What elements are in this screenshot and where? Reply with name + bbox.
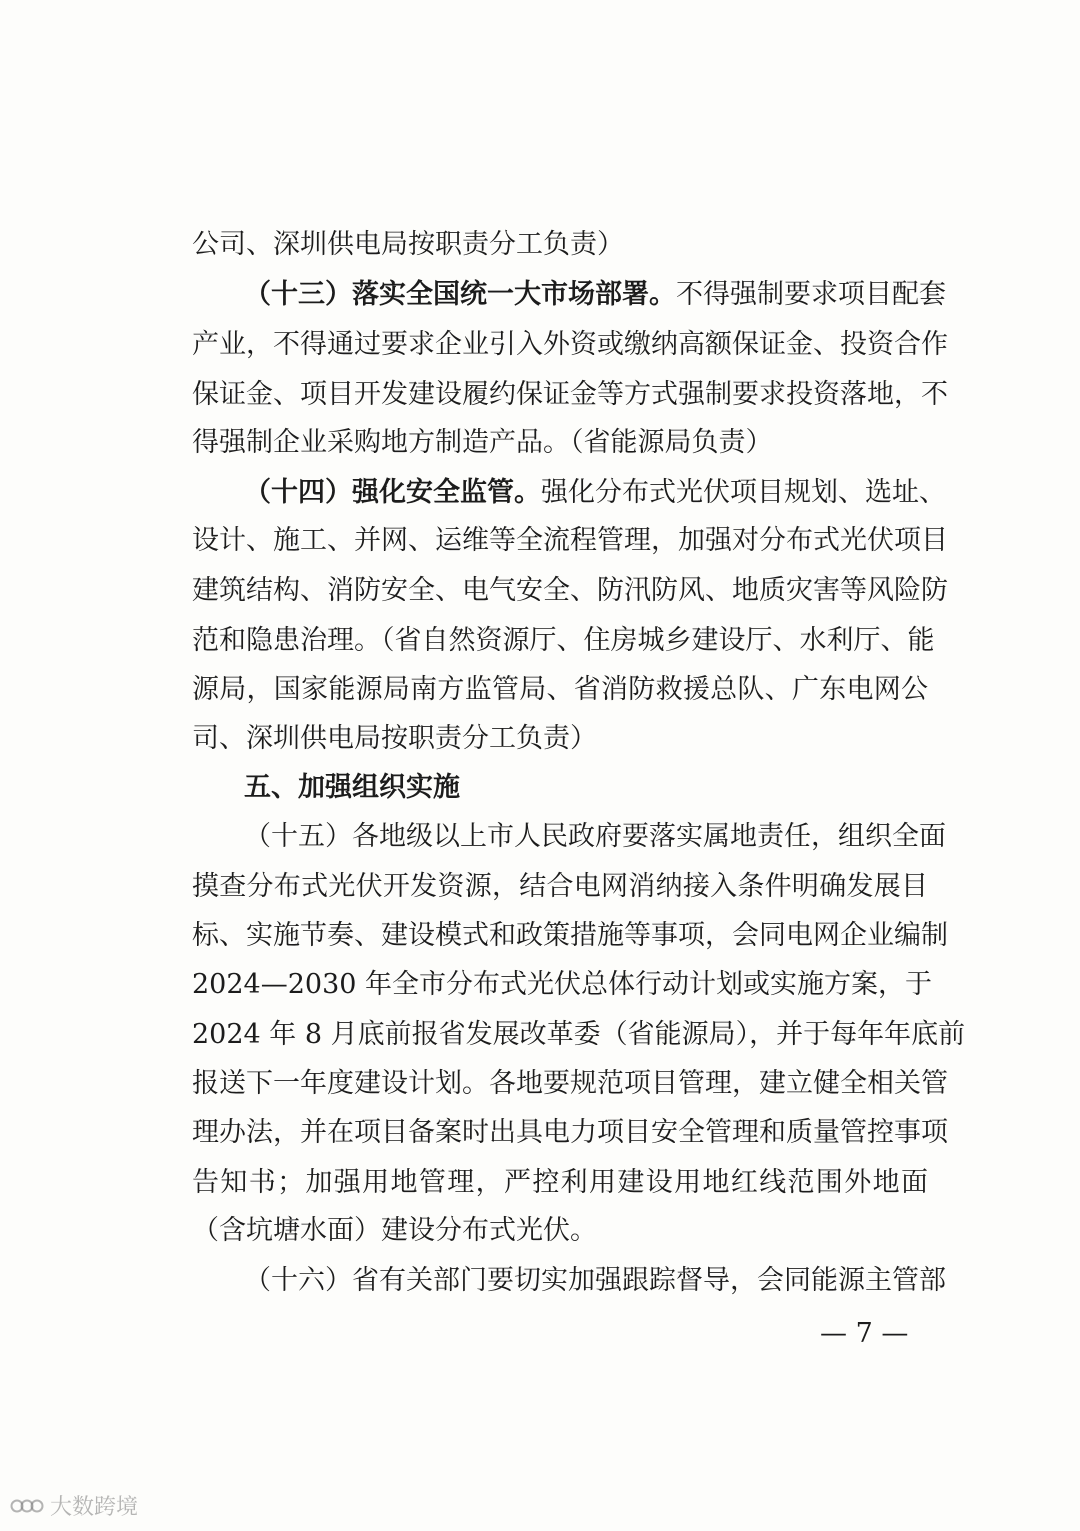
- brand-logo-icon: [10, 1496, 44, 1516]
- paragraph-14-title: （十四）强化安全监管。: [244, 477, 541, 508]
- text-line: 摸查分布式光伏开发资源，结合电网消纳接入条件明确发展目: [192, 871, 928, 902]
- text-line: 标、实施节奏、建设模式和政策措施等事项，会同电网企业编制: [192, 920, 948, 951]
- text-line: 理办法，并在项目备案时出具电力项目安全管理和质量管控事项: [192, 1117, 948, 1148]
- text-span: 强化分布式光伏项目规划、选址、: [541, 477, 946, 508]
- text-line: 产业，不得通过要求企业引入外资或缴纳高额保证金、投资合作: [192, 329, 948, 360]
- text-line: （十五）各地级以上市人民政府要落实属地责任，组织全面: [244, 821, 946, 852]
- text-span: 不得强制要求项目配套: [676, 279, 946, 310]
- page-number: — 7 —: [820, 1318, 909, 1349]
- watermark: [10, 1490, 138, 1521]
- text-line: 得强制企业采购地方制造产品。（省能源局负责）: [192, 427, 773, 458]
- text-line: （含坑塘水面）建设分布式光伏。: [192, 1215, 597, 1246]
- text-line: 2024—2030 年全市分布式光伏总体行动计划或实施方案，于: [192, 969, 933, 1000]
- text-line: （十六）省有关部门要切实加强跟踪督导，会同能源主管部: [244, 1265, 946, 1296]
- text-line: 建筑结构、消防安全、电气安全、防汛防风、地质灾害等风险防: [192, 575, 948, 606]
- text-line: 范和隐患治理。（省自然资源厅、住房城乡建设厅、水利厅、能: [192, 625, 935, 656]
- paragraph-14-first-line: [244, 476, 946, 510]
- section-heading: 五、加强组织实施: [244, 772, 460, 803]
- watermark-text: 大数跨境: [50, 1495, 139, 1520]
- text-line: 司、深圳供电局按职责分工负责）: [192, 723, 597, 754]
- text-line: 2024 年 8 月底前报省发展改革委（省能源局），并于每年年底前: [192, 1019, 966, 1050]
- text-line: 保证金、项目开发建设履约保证金等方式强制要求投资落地，不: [192, 379, 948, 410]
- text-line: 报送下一年度建设计划。各地要规范项目管理，建立健全相关管: [192, 1068, 948, 1099]
- paragraph-13-title: （十三）落实全国统一大市场部署。: [244, 279, 676, 310]
- text-line: 公司、深圳供电局按职责分工负责）: [192, 229, 624, 260]
- paragraph-13-first-line: [244, 278, 946, 312]
- text-line: 源局，国家能源局南方监管局、省消防救援总队、广东电网公: [192, 674, 928, 705]
- text-line: 设计、施工、并网、运维等全流程管理，加强对分布式光伏项目: [192, 525, 948, 556]
- text-line: 告知书；加强用地管理，严控利用建设用地红线范围外地面: [192, 1167, 928, 1198]
